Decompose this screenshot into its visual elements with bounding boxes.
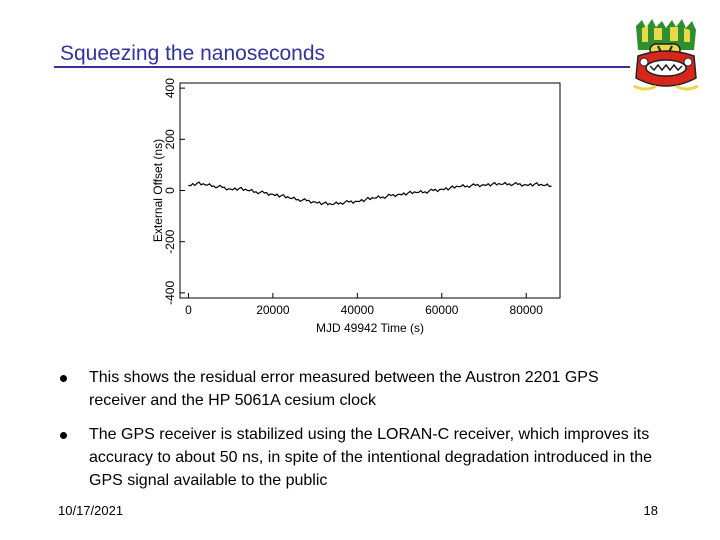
bullet-item — [58, 423, 658, 492]
x-tick-label: 80000 — [509, 303, 543, 317]
logo-icon — [632, 16, 700, 94]
bullet-item — [58, 366, 658, 412]
bullet-list — [58, 366, 658, 503]
series-line — [188, 182, 551, 205]
x-axis-label: MJD 49942 Time (s) — [315, 321, 425, 335]
y-tick-label: 400 — [163, 78, 177, 99]
y-tick-label: 0 — [163, 187, 177, 194]
slide-title: Squeezing the nanoseconds — [60, 42, 326, 65]
chart-plot-area — [151, 78, 560, 335]
y-tick-label: -200 — [163, 229, 177, 254]
bullet-text: The GPS receiver is stabilized using the LORAN-C receiver, which improves its accuracy to about 50 ns, in spite of the intentional degradation introduced in the GPS signal available to the public — [89, 426, 653, 489]
x-tick-label: 60000 — [425, 303, 459, 317]
y-tick-label: 200 — [163, 129, 177, 150]
y-axis-label: External Offset (ns) — [151, 138, 165, 243]
offset-chart — [148, 78, 568, 340]
y-tick-label: -400 — [163, 280, 177, 305]
bullet-dot-icon — [60, 432, 67, 439]
title-underline — [54, 66, 630, 68]
x-tick-label: 20000 — [256, 303, 290, 317]
page-number: 18 — [643, 503, 658, 518]
x-tick-label: 40000 — [340, 303, 375, 317]
bullet-text: This shows the residual error measured between the Austron 2201 GPS receiver and the HP 5061A cesium clock — [89, 369, 599, 409]
x-tick-label: 0 — [185, 303, 192, 317]
footer-date: 10/17/2021 — [58, 503, 124, 518]
bullet-dot-icon — [60, 375, 67, 382]
